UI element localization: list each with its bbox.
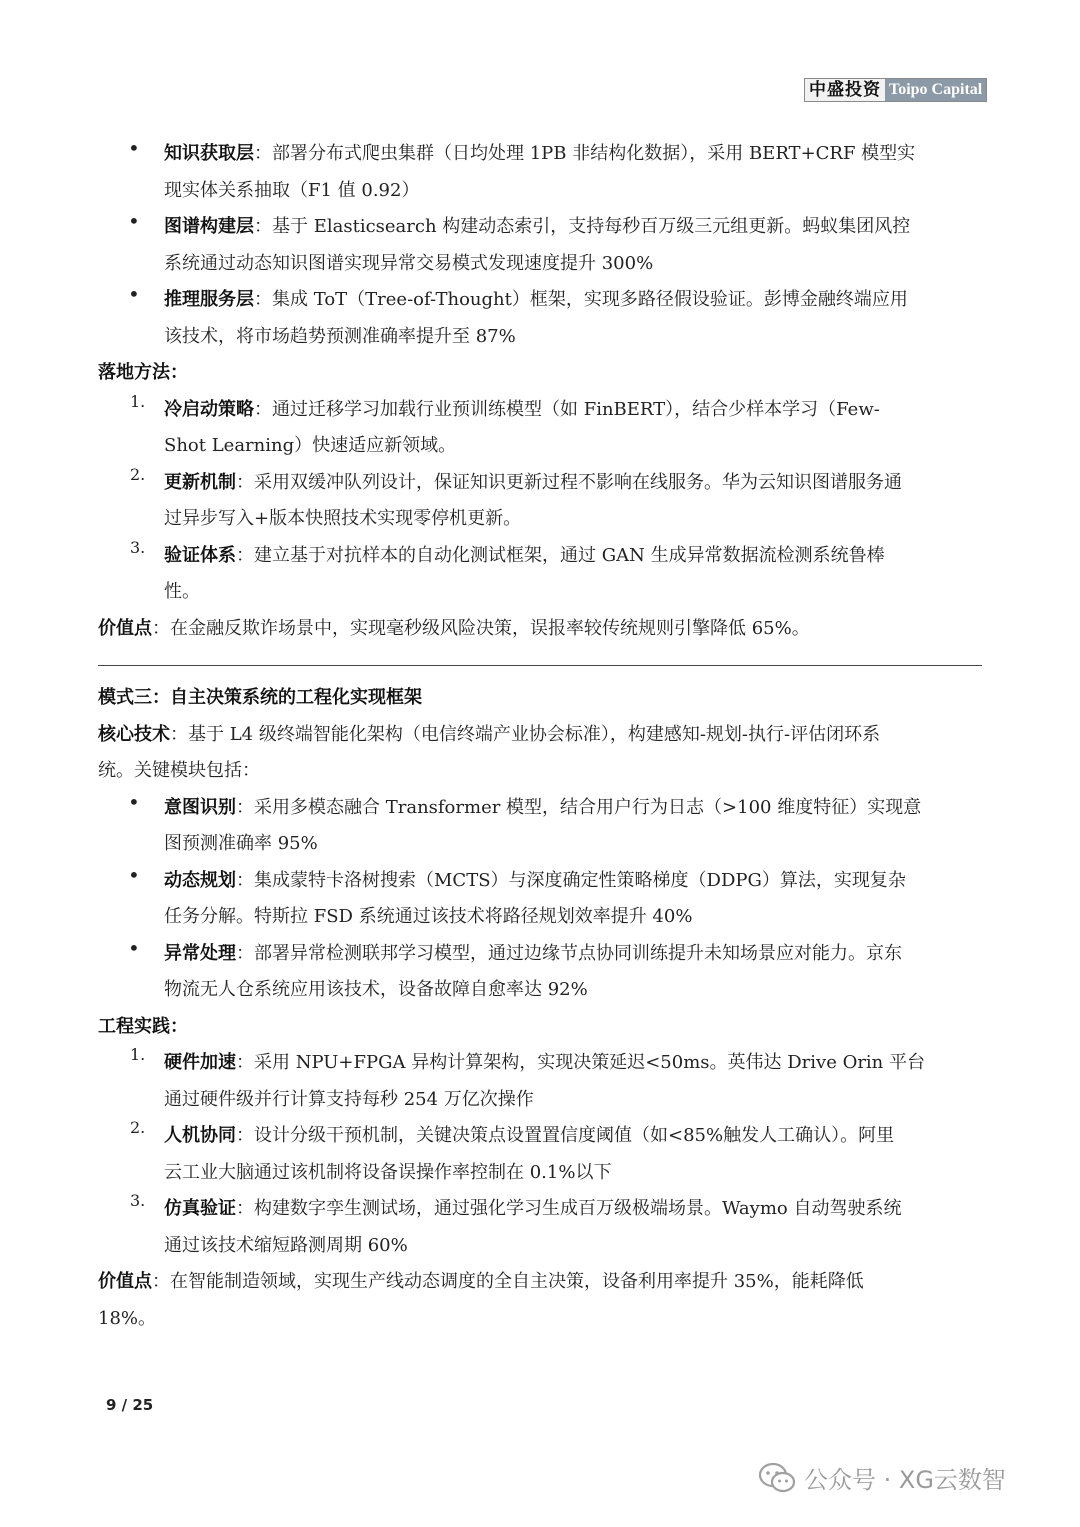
item-text: 过异步写入+版本快照技术实现零停机更新。	[164, 508, 522, 529]
value-text: ：在智能制造领域，实现生产线动态调度的全自主决策，设备利用率提升 35%，能耗降低	[152, 1271, 864, 1292]
item-number: 3.	[130, 537, 146, 557]
item-number: 1.	[130, 1045, 146, 1064]
bullet-icon: •	[128, 789, 140, 814]
item-term: 冷启动策略	[164, 398, 254, 420]
item-text: 通过硬件级并行计算支持每秒 254 万亿次操作	[164, 1088, 534, 1110]
item-text: ：部署分布式爬虫集群（日均处理 1PB 非结构化数据），采用 BERT+CRF 模型实	[254, 143, 916, 164]
numbered-item	[98, 1118, 982, 1191]
item-number: 2.	[130, 464, 146, 484]
core-term: 核心技术	[98, 723, 170, 745]
item-text: 该技术，将市场趋势预测准确率提升至 87%	[164, 325, 516, 347]
section-heading: 模式三：自主决策系统的工程化实现框架	[98, 687, 422, 708]
list-item	[98, 863, 982, 936]
item-text: ：构建数字孪生测试场，通过强化学习生成百万级极端场景。Waymo 自动驾驶系统	[236, 1198, 902, 1219]
value-text: ：在金融反欺诈场景中，实现毫秒级风险决策，误报率较传统规则引擎降低 65%。	[152, 617, 810, 639]
item-text: ：通过迁移学习加载行业预训练模型（如 FinBERT），结合少样本学习（Few-	[254, 398, 880, 420]
item-text: ：设计分级干预机制，关键决策点设置置信度阈值（如<85%触发人工确认）。阿里	[236, 1125, 895, 1146]
item-text: ：集成蒙特卡洛树搜索（MCTS）与深度确定性策略梯度（DDPG）算法，实现复杂	[236, 869, 906, 891]
bullet-icon: •	[128, 862, 140, 887]
watermark-text: 公众号 · XG云数智	[804, 1466, 1006, 1494]
item-text: ：部署异常检测联邦学习模型，通过边缘节点协同训练提升未知场景应对能力。京东	[236, 942, 902, 964]
bullet-icon: •	[128, 209, 140, 233]
item-number: 3.	[130, 1191, 146, 1210]
bullet-icon: •	[128, 136, 140, 160]
bullet-icon: •	[128, 282, 140, 306]
item-text: ：采用多模态融合 Transformer 模型，结合用户行为日志（>100 维度特征）实现意	[236, 796, 922, 818]
item-number: 1.	[130, 391, 146, 411]
item-term: 仿真验证	[164, 1198, 236, 1219]
section-heading: 落地方法：	[98, 362, 188, 383]
logo-en: Toipo Capital	[885, 79, 986, 101]
item-text: ：建立基于对抗样本的自动化测试框架，通过 GAN 生成异常数据流检测系统鲁棒	[236, 544, 885, 566]
page-content	[98, 136, 982, 1337]
numbered-item	[98, 1191, 982, 1264]
wechat-icon	[758, 1461, 796, 1495]
item-text: 图预测准确率 95%	[164, 833, 318, 854]
core-text: ：基于 L4 级终端智能化架构（电信终端产业协会标准），构建感知-规划-执行-评估闭环系	[170, 723, 881, 745]
value-text: 18%。	[98, 1307, 157, 1329]
item-term: 更新机制	[164, 471, 236, 493]
numbered-item	[98, 392, 982, 465]
item-term: 意图识别	[164, 796, 236, 818]
page-number: 9 / 25	[106, 1396, 154, 1414]
list-item	[98, 136, 982, 209]
logo-cn: 中盛投资	[805, 79, 885, 101]
item-text: 云工业大脑通过该机制将设备误操作率控制在 0.1%以下	[164, 1161, 612, 1183]
numbered-item	[98, 538, 982, 611]
section-heading: 工程实践：	[98, 1015, 188, 1037]
item-text: 现实体关系抽取（F1 值 0.92）	[164, 179, 420, 201]
item-term: 异常处理	[164, 942, 236, 964]
numbered-item	[98, 1045, 982, 1118]
core-text: 统。关键模块包括：	[98, 760, 260, 781]
divider	[98, 665, 982, 666]
item-text: ：采用 NPU+FPGA 异构计算架构，实现决策延迟<50ms。英伟达 Drive Orin 平台	[236, 1052, 925, 1073]
item-term: 硬件加速	[164, 1052, 236, 1073]
item-text: ：采用双缓冲队列设计，保证知识更新过程不影响在线服务。华为云知识图谱服务通	[236, 471, 902, 493]
list-item	[98, 936, 982, 1009]
list-item	[98, 282, 982, 355]
bullet-icon: •	[128, 935, 140, 960]
numbered-item	[98, 465, 982, 538]
list-item	[98, 209, 982, 282]
item-term: 推理服务层	[164, 289, 254, 310]
item-text: ：基于 Elasticsearch 构建动态索引，支持每秒百万级三元组更新。蚂蚁集团风控	[254, 216, 911, 237]
item-text: ：集成 ToT（Tree-of-Thought）框架，实现多路径假设验证。彭博金融终端应用	[254, 289, 908, 310]
item-text: Shot Learning）快速适应新领域。	[164, 435, 457, 456]
item-text: 系统通过动态知识图谱实现异常交易模式发现速度提升 300%	[164, 252, 654, 274]
watermark	[758, 1460, 1006, 1495]
item-number: 2.	[130, 1118, 146, 1137]
item-text: 任务分解。特斯拉 FSD 系统通过该技术将路径规划效率提升 40%	[164, 906, 693, 927]
company-logo	[804, 78, 987, 102]
item-term: 图谱构建层	[164, 216, 254, 237]
item-term: 知识获取层	[164, 143, 254, 164]
item-term: 验证体系	[164, 544, 236, 566]
item-term: 动态规划	[164, 869, 236, 891]
value-term: 价值点	[98, 1271, 152, 1292]
item-text: 物流无人仓系统应用该技术，设备故障自愈率达 92%	[164, 979, 588, 1000]
item-text: 通过该技术缩短路测周期 60%	[164, 1234, 408, 1256]
list-item	[98, 790, 982, 863]
item-term: 人机协同	[164, 1125, 236, 1146]
item-text: 性。	[164, 581, 200, 602]
value-term: 价值点	[98, 617, 152, 639]
